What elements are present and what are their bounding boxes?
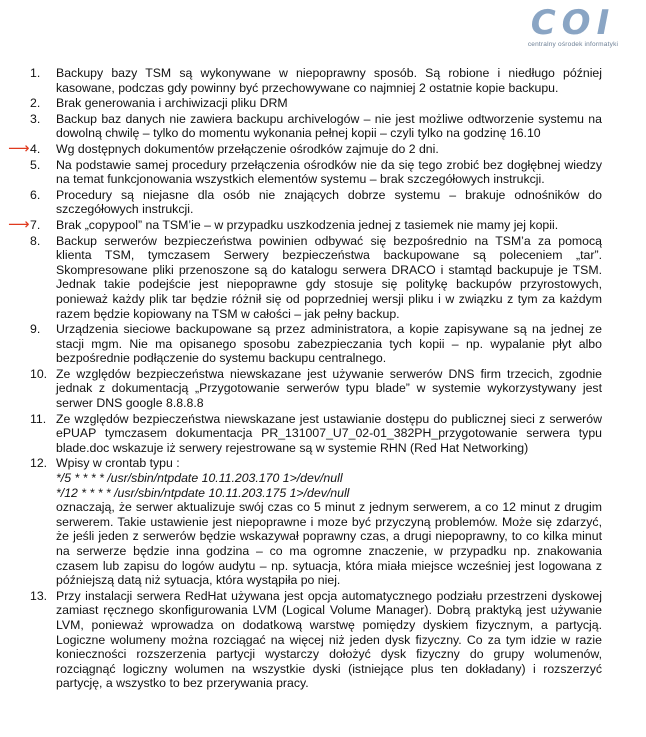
item-text: Backup baz danych nie zawiera backupu archivelogów – nie jest możliwe odtworzenie systemu na dowolną chwilę – tylko do momentu wykonania pełnej kopii – czyli tylko na godzinę 16.10 [56,111,602,141]
list-item: 5. Na podstawie samej procedury przełączenia ośrodków nie da się tego zrobić bez dogłębnej wiedzy na temat funkcjonowania wszystkich elementów systemu – brak szczegółowych instrukcji. [30,157,602,187]
item-text: Na podstawie samej procedury przełączenia ośrodków nie da się tego zrobić bez dogłębnej wiedzy na temat funkcjonowania wszystkich elementów systemu – brak szczegółowych instrukcji. [56,157,602,187]
item-text: Backupy bazy TSM są wykonywane w niepoprawny sposób. Są robione i niedługo później kasowane, podczas gdy powinny być przechowywane co najmniej 2 ostatnie kopie backupu. [56,66,602,95]
list-item: 2. Brak generowania i archiwizacji pliku DRM [30,96,288,111]
coi-logo [514,3,632,48]
item-text: Brak „copypool” na TSM’ie – w przypadku uszkodzenia jednej z tasiemek nie mamy jej kopii. [56,217,559,232]
red-arrow-icon: ⟶ [8,139,30,157]
item-text: Ze względów bezpieczeństwa niewskazane jest ustawianie dostępu do publicznej sieci z serwerów ePUAP tymczasem dokumentacja PR_131007_U7_02-01_382PH_przygotowanie serwera typu blade.doc wskazuje iż serwery rejestrowane są w systemie RHN (Red Hat Networking) [56,411,602,455]
item-text: Wg dostępnych dokumentów przełączenie ośrodków zajmuje do 2 dni. [56,141,439,156]
list-item: 1. Backupy bazy TSM są wykonywane w niepoprawny sposób. Są robione i niedługo później kasowane, podczas gdy powinny być przechowywane co najmniej 2 ostatnie kopie backupu. [30,66,602,95]
list-item: 8. Backup serwerów bezpieczeństwa powinien odbywać się bezpośrednio na TSM’a za pomocą klienta TSM, tymczasem Serwery bezpieczeństwa backupowane są poleceniem „tar”. Skompresowane pliki przenoszone są do katalogu serwera DRACO i stamtąd backupuje je TSM. Jednak takie podejście jest niepoprawne gdy stosuje się politykę backupów przyrostowych, ponieważ każdy plik tar będzie różnił się od poprzedniej wersji pliku i w związku z tym za każdym razem będzie kopiowany na TSM w całości – jak pełny backup. [30,233,602,321]
list-item: 11. Ze względów bezpieczeństwa niewskazane jest ustawianie dostępu do publicznej sieci z serwerów ePUAP tymczasem dokumentacja PR_131007_U7_02-01_382PH_przygotowanie serwera typu blade.doc wskazuje iż serwery rejestrowane są w systemie RHN (Red Hat Networking) [30,411,602,455]
list-item: ⟶ 7. Brak „copypool” na TSM’ie – w przypadku uszkodzenia jednej z tasiemek nie mamy jej kopii. [8,215,559,233]
logo-subtitle: centralny ośrodek informatyki [527,41,619,48]
item-text: Przy instalacji serwera RedHat używana jest opcja automatycznego podziału przestrzeni dyskowej zamiast ręcznego skonfigurowania LVM (Logical Volume Manager). Dobrą praktyką jest używanie LVM, ponieważ wprowadza on dodatkową warstwę pomiędzy dyskiem fizycznym, a partycją. Logiczne wolumeny można rozciągać na więcej niż jeden dysk fizyczny. Co za tym idzie w razie konieczności rozszerzenia partycji wystarczy dołożyć dysk fizyczny do grupy wolumenów, rozciągnąć logiczny wolumen na wszystkie dyski (istniejące plus ten dokładany) i rozszerzyć partycję, a wszystko to bez przerywania pracy. [56,588,602,691]
cron-line-2: */12 * * * * /usr/sbin/ntpdate 10.11.203.175 1>/dev/null [56,485,350,500]
red-arrow-icon: ⟶ [8,215,30,233]
item-text: Urządzenia sieciowe backupowane są przez administratora, a kopie zapisywane są na jednej ze stacji mgm. Nie ma opisanego sposobu zabezpieczania tych kopii – np. wypalanie płyt albo bezpośrednie podłączenie do systemu backupu centralnego. [56,322,602,366]
list-item: 9. Urządzenia sieciowe backupowane są przez administratora, a kopie zapisywane są na jednej ze stacji mgm. Nie ma opisanego sposobu zabezpieczania tych kopii – np. wypalanie płyt albo bezpośrednie podłączenie do systemu backupu centralnego. [30,322,602,366]
list-item: 10. Ze względów bezpieczeństwa niewskazane jest używanie serwerów DNS firm trzecich, zgodnie jednak z dokumentacją „Przygotowanie serwerów typu blade” w systemie wykorzystywany jest serwer DNS google 8.8.8.8 [30,366,602,411]
cron-explanation: oznaczają, że serwer aktualizuje swój czas co 5 minut z jednym serwerem, a co 12 minut z drugim serwerem. Takie ustawienie jest niepoprawne i moze być przyczyną problemów. Może się zdarzyć, że jeśli jeden z serwerów będzie wskazywał poprawny czas, a drugi niepoprawny, to co kilka minut na serwerze będzie inna godzina – co ma ogromne znaczenie, w przypadku np. znakowania czasem lub zapisu do logów audytu – np. sytuacja, która miała miejsce wcześniej jest logowana z późniejszą datą niż sytuacja, która wystąpiła po niej. [56,500,602,588]
logo-text: COI [530,3,616,43]
item-text: Brak generowania i archiwizacji pliku DRM [56,96,288,111]
item-text: Wpisy w crontab typu : [56,456,180,471]
list-item: 12. Wpisy w crontab typu : */5 * * * * /usr/sbin/ntpdate 10.11.203.170 1>/dev/null */12 * * * * /usr/sbin/ntpdate 10.11.203.175 1>/dev/null oznaczają, że serwer aktualizuje swój czas co 5 minut z jednym serwerem, a co 12 minut z drugim serwerem. Takie ustawienie jest niepoprawne i moze być przyczyną problemów. Może się zdarzyć, że jeśli jeden z serwerów będzie wskazywał poprawny czas, a drugi niepoprawny, to co kilka minut na serwerze będzie inna godzina – co ma ogromne znaczenie, w przypadku np. znakowania czasem lub zapisu do logów audytu – np. sytuacja, która miała miejsce wcześniej jest logowana z późniejszą datą niż sytuacja, która wystąpiła po niej. [30,456,602,588]
item-text: Procedury są niejasne dla osób nie znających dobrze systemu – brakuje odnośników do szczegółowych instrukcji. [56,187,602,217]
cron-line-1: */5 * * * * /usr/sbin/ntpdate 10.11.203.170 1>/dev/null [56,471,343,486]
item-text: Ze względów bezpieczeństwa niewskazane jest używanie serwerów DNS firm trzecich, zgodnie jednak z dokumentacją „Przygotowanie serwerów typu blade” w systemie wykorzystywany jest serwer DNS google 8.8.8.8 [56,366,602,411]
list-item: ⟶ 4. Wg dostępnych dokumentów przełączenie ośrodków zajmuje do 2 dni. [8,139,439,157]
list-item: 3. Backup baz danych nie zawiera backupu archivelogów – nie jest możliwe odtworzenie systemu na dowolną chwilę – tylko do momentu wykonania pełnej kopii – czyli tylko na godzinę 16.10 [30,111,602,141]
list-item: 13. Przy instalacji serwera RedHat używana jest opcja automatycznego podziału przestrzeni dyskowej zamiast ręcznego skonfigurowania LVM (Logical Volume Manager). Dobrą praktyką jest używanie LVM, ponieważ wprowadza on dodatkową warstwę pomiędzy dyskiem fizycznym, a partycją. Logiczne wolumeny można rozciągać na więcej niż jeden dysk fizyczny. Co za tym idzie w razie konieczności rozszerzenia partycji wystarczy dołożyć dysk fizyczny do grupy wolumenów, rozciągnąć logiczny wolumen na wszystkie dyski (istniejące plus ten dokładany) i rozszerzyć partycję, a wszystko to bez przerywania pracy. [30,588,602,691]
findings-list [8,66,602,692]
item-text: Backup serwerów bezpieczeństwa powinien odbywać się bezpośrednio na TSM’a za pomocą klienta TSM, tymczasem Serwery bezpieczeństwa backupowane są poleceniem „tar”. Skompresowane pliki przenoszone są do katalogu serwera DRACO i stamtąd backupuje je TSM. Jednak takie podejście jest niepoprawne gdy stosuje się politykę backupów przyrostowych, ponieważ każdy plik tar będzie różnił się od poprzedniej wersji pliku i w związku z tym za każdym razem będzie kopiowany na TSM w całości – jak pełny backup. [56,233,602,321]
list-item: 6. Procedury są niejasne dla osób nie znających dobrze systemu – brakuje odnośników do szczegółowych instrukcji. [30,187,602,217]
